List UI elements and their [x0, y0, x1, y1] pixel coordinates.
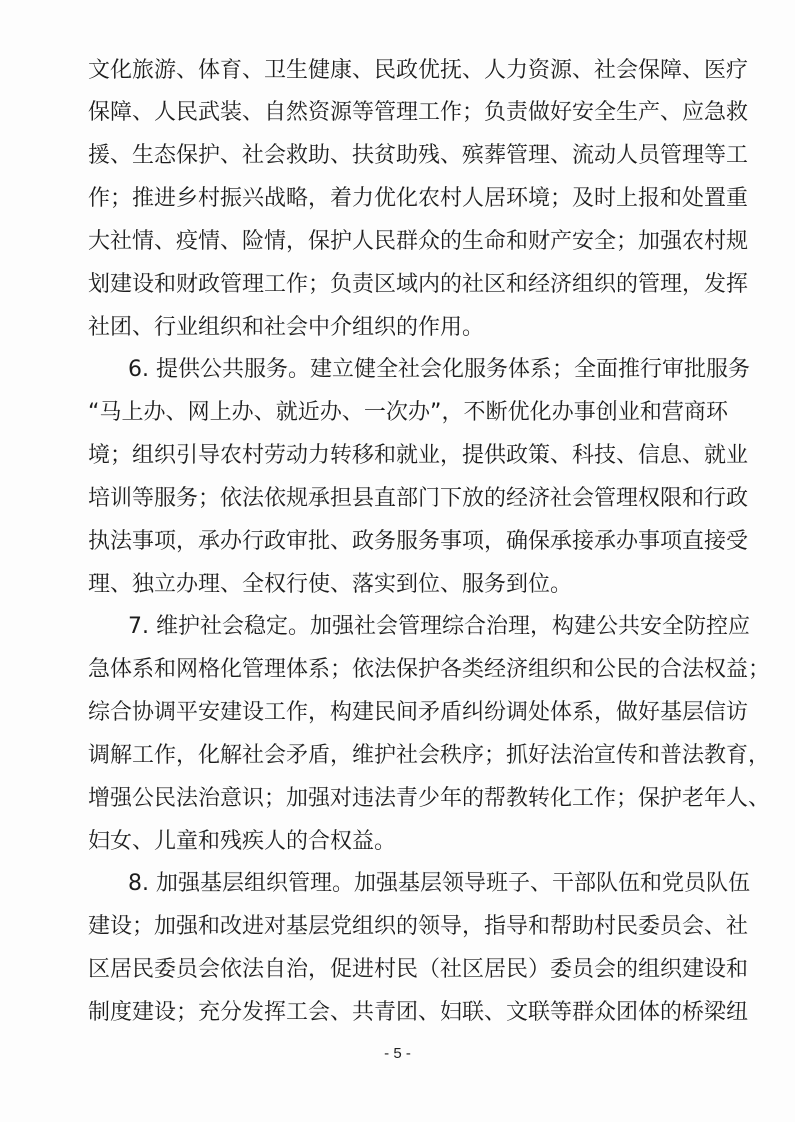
body-text-line: 作；推进乡村振兴战略，着力优化农村人居环境；及时上报和处置重 — [88, 186, 749, 211]
body-text-line: 培训等服务；依法依规承担县直部门下放的经济社会管理权限和行政 — [88, 486, 749, 511]
body-text-line: 制度建设；充分发挥工会、共青团、妇联、文联等群众团体的桥梁纽 — [88, 1000, 749, 1025]
body-text-line: 妇女、儿童和残疾人的合权益。 — [88, 829, 397, 854]
section-heading-line: 8. 加强基层组织管理。加强基层领导班子、干部队伍和党员队伍 — [128, 871, 750, 896]
section-heading-line: 7. 维护社会稳定。加强社会管理综合治理，构建公共安全防控应 — [128, 614, 750, 639]
body-text-line: 划建设和财政管理工作；负责区域内的社区和经济组织的管理，发挥 — [88, 272, 749, 297]
body-text-line: 执法事项，承办行政审批、政务服务事项，确保承接承办事项直接受 — [88, 529, 749, 554]
body-text-line: 大社情、疫情、险情，保护人民群众的生命和财产安全；加强农村规 — [88, 229, 749, 254]
body-text-line: 保障、人民武装、自然资源等管理工作；负责做好安全生产、应急救 — [88, 100, 749, 125]
page-number: - 5 - — [384, 1045, 411, 1062]
body-text-line: 理、独立办理、全权行使、落实到位、服务到位。 — [88, 572, 573, 597]
body-text-line: 区居民委员会依法自治，促进村民（社区居民）委员会的组织建设和 — [88, 957, 749, 982]
body-text-line: 援、生态保护、社会救助、扶贫助残、殡葬管理、流动人员管理等工 — [88, 143, 749, 168]
body-text-line: “马上办、网上办、就近办、一次办”，不断优化办事创业和营商环 — [88, 400, 728, 425]
body-text-line: 急体系和网格化管理体系；依法保护各类经济组织和公民的合法权益； — [88, 657, 771, 682]
body-text-line: 境；组织引导农村劳动力转移和就业，提供政策、科技、信息、就业 — [88, 443, 749, 468]
body-text-line: 综合协调平安建设工作，构建民间矛盾纠纷调处体系，做好基层信访 — [88, 700, 749, 725]
body-text-line: 社团、行业组织和社会中介组织的作用。 — [88, 315, 485, 340]
body-text-line: 调解工作，化解社会矛盾，维护社会秩序；抓好法治宣传和普法教育， — [88, 743, 771, 768]
body-text-line: 增强公民法治意识；加强对违法青少年的帮教转化工作；保护老年人、 — [88, 786, 771, 811]
section-heading-line: 6. 提供公共服务。建立健全社会化服务体系；全面推行审批服务 — [128, 357, 750, 382]
body-text-line: 建设；加强和改进对基层党组织的领导，指导和帮助村民委员会、社 — [88, 914, 749, 939]
body-text-line: 文化旅游、体育、卫生健康、民政优抚、人力资源、社会保障、医疗 — [88, 58, 749, 83]
